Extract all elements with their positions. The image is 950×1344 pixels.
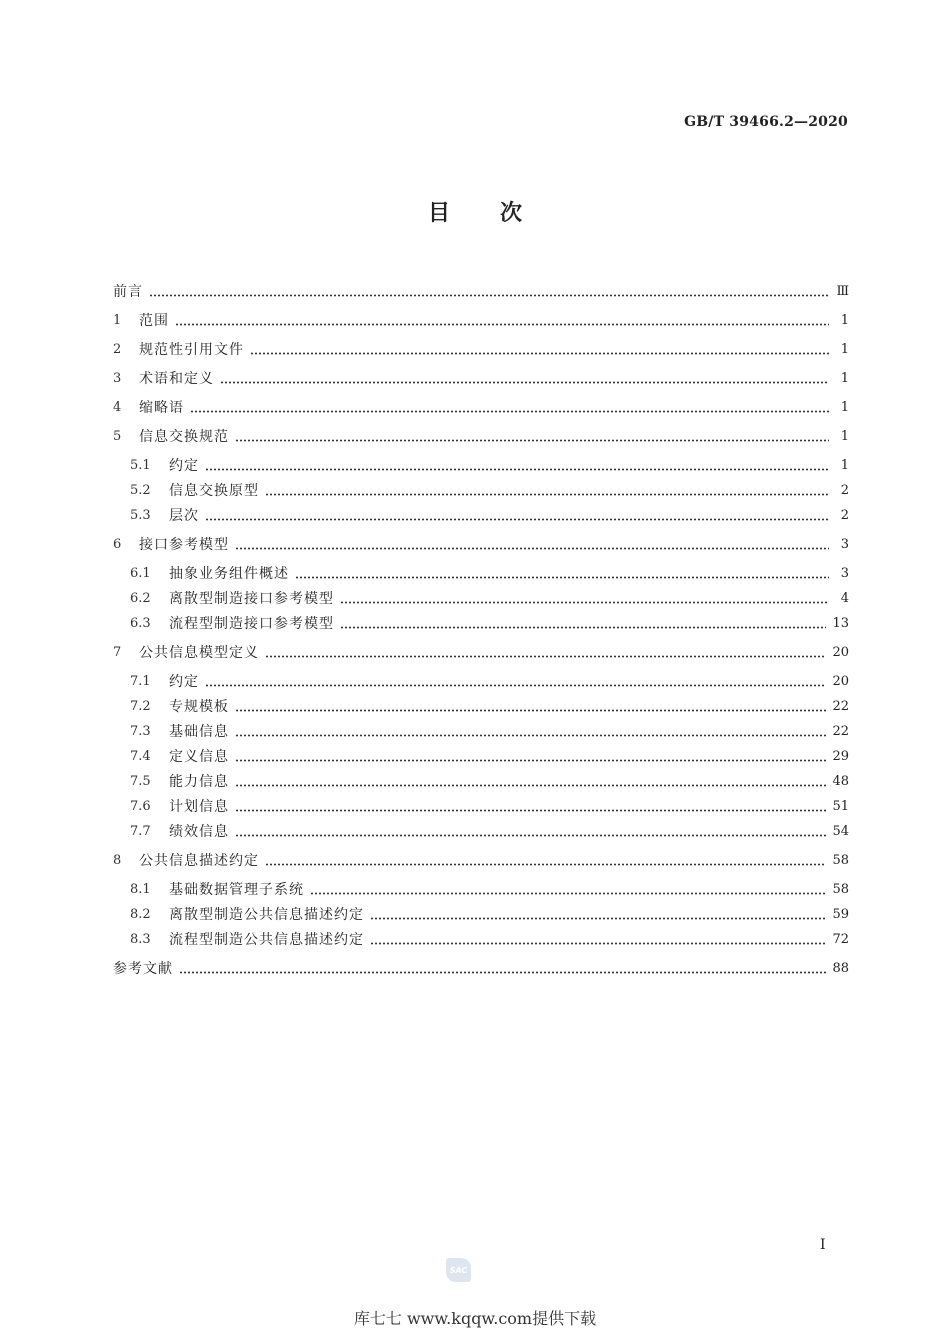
table-of-contents bbox=[113, 272, 849, 978]
toc-entry-label: 范围 bbox=[139, 313, 169, 329]
toc-entry-label: 离散型制造公共信息描述约定 bbox=[169, 907, 364, 923]
dot-leader bbox=[235, 439, 829, 442]
dot-leader bbox=[295, 576, 829, 579]
toc-entry-page: 1 bbox=[840, 458, 849, 473]
toc-entry-page: 3 bbox=[840, 566, 849, 581]
dot-leader bbox=[235, 547, 829, 550]
toc-entry[interactable] bbox=[113, 662, 849, 691]
toc-entry-label: 计划信息 bbox=[169, 799, 229, 815]
toc-entry-label: 能力信息 bbox=[169, 774, 229, 790]
toc-entry-number: 7 bbox=[113, 645, 122, 660]
toc-entry-page: 3 bbox=[840, 537, 849, 552]
dot-leader bbox=[179, 971, 826, 974]
dot-leader bbox=[235, 734, 826, 737]
toc-entry[interactable] bbox=[113, 359, 849, 388]
toc-entry[interactable] bbox=[113, 691, 849, 716]
toc-entry-number: 6.1 bbox=[130, 566, 151, 581]
toc-entry-label: 离散型制造接口参考模型 bbox=[169, 591, 334, 607]
toc-entry-page: 2 bbox=[840, 483, 849, 498]
toc-entry-number: 6 bbox=[113, 537, 122, 552]
toc-entry-page: 1 bbox=[840, 371, 849, 386]
toc-entry-label: 层次 bbox=[169, 508, 199, 524]
toc-entry-number: 8 bbox=[113, 853, 122, 868]
toc-entry[interactable] bbox=[113, 816, 849, 841]
toc-entry-label: 约定 bbox=[169, 674, 199, 690]
toc-entry-number: 4 bbox=[113, 400, 122, 415]
dot-leader bbox=[340, 601, 829, 604]
toc-entry-label: 定义信息 bbox=[169, 749, 229, 765]
toc-entry-label: 公共信息描述约定 bbox=[139, 853, 259, 869]
toc-entry[interactable] bbox=[113, 791, 849, 816]
dot-leader bbox=[265, 493, 829, 496]
toc-entry-number: 5.3 bbox=[130, 508, 151, 523]
toc-entry-number: 7.7 bbox=[130, 824, 151, 839]
toc-entry-page: 1 bbox=[840, 342, 849, 357]
toc-entry[interactable] bbox=[113, 924, 849, 949]
dot-leader bbox=[235, 709, 826, 712]
toc-entry-number: 8.1 bbox=[130, 882, 151, 897]
toc-entry-page: 20 bbox=[832, 674, 849, 689]
toc-entry[interactable] bbox=[113, 716, 849, 741]
toc-entry[interactable] bbox=[113, 388, 849, 417]
dot-leader bbox=[310, 892, 826, 895]
toc-entry[interactable] bbox=[113, 583, 849, 608]
toc-entry-number: 6.3 bbox=[130, 616, 151, 631]
standard-number: GB/T 39466.2—2020 bbox=[684, 114, 848, 130]
toc-entry[interactable] bbox=[113, 272, 849, 301]
dot-leader bbox=[149, 294, 829, 297]
toc-entry-number: 8.2 bbox=[130, 907, 151, 922]
toc-entry-page: 58 bbox=[832, 853, 849, 868]
toc-entry-number: 7.1 bbox=[130, 674, 151, 689]
toc-entry-number: 3 bbox=[113, 371, 122, 386]
toc-entry-label: 流程型制造公共信息描述约定 bbox=[169, 932, 364, 948]
toc-entry-label: 前言 bbox=[113, 284, 143, 300]
dot-leader bbox=[370, 942, 826, 945]
toc-entry-page: 72 bbox=[832, 932, 849, 947]
toc-entry-page: 4 bbox=[840, 591, 849, 606]
toc-entry-label: 绩效信息 bbox=[169, 824, 229, 840]
toc-entry[interactable] bbox=[113, 446, 849, 475]
toc-entry-number: 5.1 bbox=[130, 458, 151, 473]
toc-entry-page: 51 bbox=[832, 799, 849, 814]
toc-entry-page: 22 bbox=[832, 724, 849, 739]
toc-entry-label: 参考文献 bbox=[113, 961, 173, 977]
dot-leader bbox=[250, 352, 829, 355]
toc-entry[interactable] bbox=[113, 633, 849, 662]
dot-leader bbox=[205, 684, 826, 687]
dot-leader bbox=[265, 655, 826, 658]
toc-entry-label: 信息交换原型 bbox=[169, 483, 259, 499]
toc-entry[interactable] bbox=[113, 417, 849, 446]
dot-leader bbox=[175, 323, 829, 326]
dot-leader bbox=[340, 626, 826, 629]
toc-entry[interactable] bbox=[113, 766, 849, 791]
toc-entry-page: 48 bbox=[832, 774, 849, 789]
toc-entry-label: 专规模板 bbox=[169, 699, 229, 715]
toc-entry-page: 58 bbox=[832, 882, 849, 897]
toc-entry-number: 7.5 bbox=[130, 774, 151, 789]
toc-entry[interactable] bbox=[113, 330, 849, 359]
toc-entry[interactable] bbox=[113, 949, 849, 978]
toc-entry-page: Ⅲ bbox=[836, 284, 849, 299]
dot-leader bbox=[205, 518, 829, 521]
toc-entry[interactable] bbox=[113, 500, 849, 525]
toc-entry[interactable] bbox=[113, 301, 849, 330]
toc-entry-number: 7.2 bbox=[130, 699, 151, 714]
footer-watermark: 库七七 www.kqqw.com提供下载 bbox=[353, 1309, 597, 1328]
dot-leader bbox=[205, 468, 829, 471]
toc-entry[interactable] bbox=[113, 741, 849, 766]
toc-entry-page: 13 bbox=[832, 616, 849, 631]
dot-leader bbox=[235, 809, 826, 812]
dot-leader bbox=[265, 863, 826, 866]
toc-entry[interactable] bbox=[113, 841, 849, 870]
toc-entry-page: 20 bbox=[832, 645, 849, 660]
toc-entry-page: 54 bbox=[832, 824, 849, 839]
toc-entry-label: 基础信息 bbox=[169, 724, 229, 740]
toc-entry-label: 规范性引用文件 bbox=[139, 342, 244, 358]
page-title: 目次 bbox=[427, 200, 572, 226]
toc-entry-label: 抽象业务组件概述 bbox=[169, 566, 289, 582]
toc-entry-label: 缩略语 bbox=[139, 400, 184, 416]
dot-leader bbox=[190, 410, 829, 413]
toc-entry-page: 29 bbox=[832, 749, 849, 764]
toc-entry-label: 流程型制造接口参考模型 bbox=[169, 616, 334, 632]
toc-entry-number: 8.3 bbox=[130, 932, 151, 947]
toc-entry-number: 6.2 bbox=[130, 591, 151, 606]
toc-entry-label: 约定 bbox=[169, 458, 199, 474]
toc-entry-page: 1 bbox=[840, 313, 849, 328]
toc-entry-number: 7.3 bbox=[130, 724, 151, 739]
toc-entry-page: 88 bbox=[832, 961, 849, 976]
toc-entry-label: 基础数据管理子系统 bbox=[169, 882, 304, 898]
toc-entry[interactable] bbox=[113, 525, 849, 554]
toc-entry-number: 1 bbox=[113, 313, 122, 328]
toc-entry-number: 7.4 bbox=[130, 749, 151, 764]
toc-entry-number: 5.2 bbox=[130, 483, 151, 498]
dot-leader bbox=[235, 784, 826, 787]
toc-entry-page: 1 bbox=[840, 429, 849, 444]
dot-leader bbox=[220, 381, 829, 384]
toc-entry-number: 2 bbox=[113, 342, 122, 357]
toc-entry-number: 7.6 bbox=[130, 799, 151, 814]
dot-leader bbox=[370, 917, 826, 920]
toc-entry[interactable] bbox=[113, 475, 849, 500]
page-number: I bbox=[820, 1237, 826, 1253]
toc-entry-label: 接口参考模型 bbox=[139, 537, 229, 553]
toc-entry-page: 59 bbox=[832, 907, 849, 922]
toc-entry-label: 信息交换规范 bbox=[139, 429, 229, 445]
toc-entry[interactable] bbox=[113, 899, 849, 924]
sac-logo-icon: SAC bbox=[446, 1258, 471, 1282]
dot-leader bbox=[235, 759, 826, 762]
toc-entry[interactable] bbox=[113, 870, 849, 899]
toc-entry[interactable] bbox=[113, 608, 849, 633]
dot-leader bbox=[235, 834, 826, 837]
toc-entry[interactable] bbox=[113, 554, 849, 583]
toc-entry-page: 1 bbox=[840, 400, 849, 415]
toc-entry-label: 公共信息模型定义 bbox=[139, 645, 259, 661]
toc-entry-number: 5 bbox=[113, 429, 122, 444]
toc-entry-label: 术语和定义 bbox=[139, 371, 214, 387]
toc-entry-page: 2 bbox=[840, 508, 849, 523]
toc-entry-page: 22 bbox=[832, 699, 849, 714]
